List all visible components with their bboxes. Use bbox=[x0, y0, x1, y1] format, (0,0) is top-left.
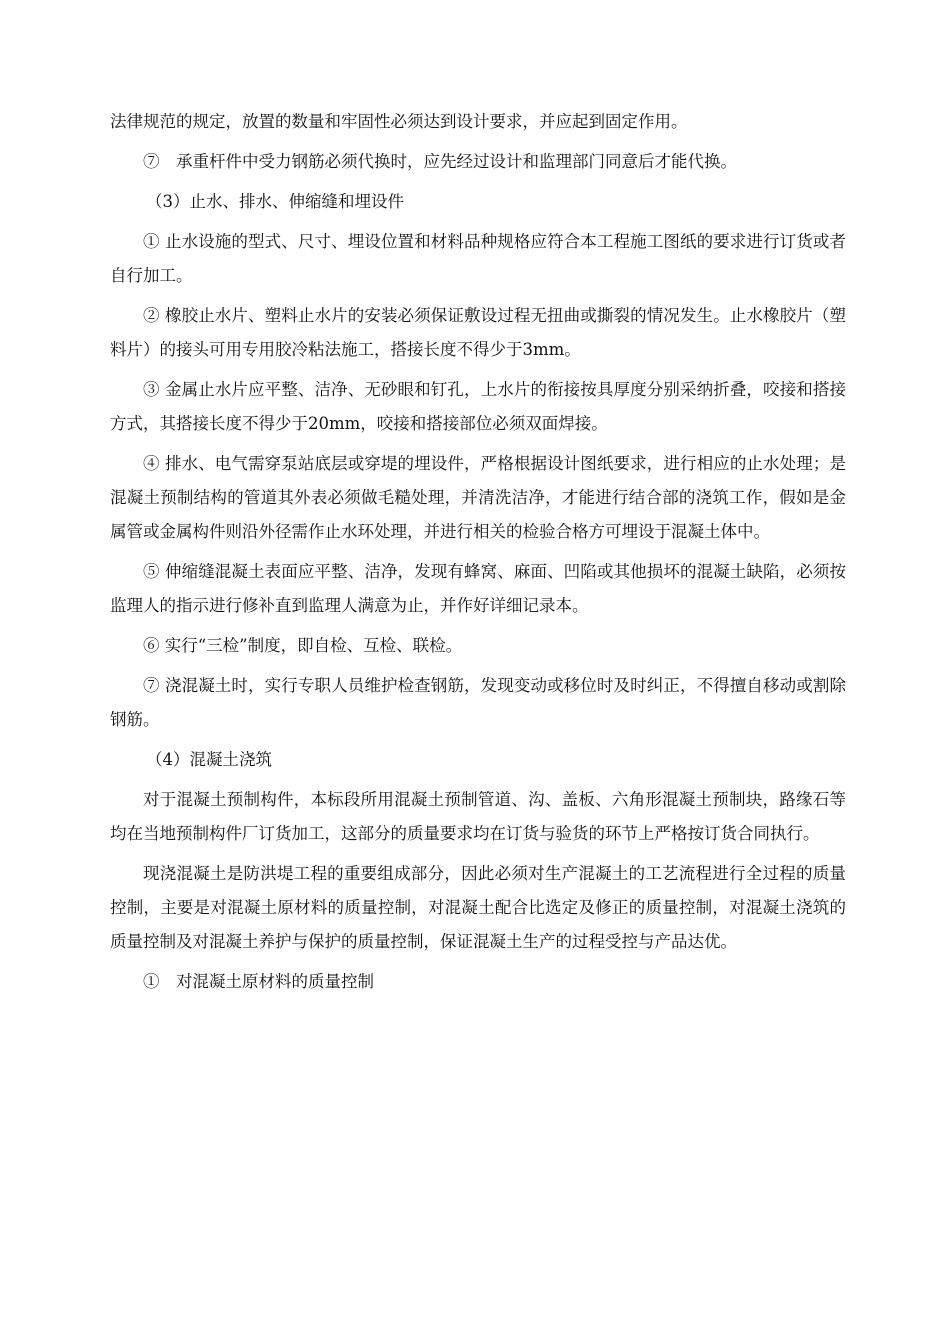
paragraph-item-7-substitution: ⑦ 承重杆件中受力钢筋必须代换时，应先经过设计和监理部门同意后才能代换。 bbox=[143, 152, 737, 171]
paragraph-item-2-rubber-waterstop: ② 橡胶止水片、塑料止水片的安装必须保证敷设过程无扭曲或撕裂的情况发生。止水橡胶片（塑料片）的接头可用专用胶冷粘法施工，搭接长度不得少于3mm。 bbox=[110, 306, 846, 359]
document-body bbox=[110, 105, 846, 1005]
paragraph-continuation: 法律规范的规定，放置的数量和牢固性必须达到设计要求，并应起到固定作用。 bbox=[110, 112, 688, 131]
paragraph-item-4-embedded-parts: ④ 排水、电气需穿泵站底层或穿堤的埋设件，严格根据设计图纸要求，进行相应的止水处理；是混凝土预制结构的管道其外表必须做毛糙处理，并清洗洁净，才能进行结合部的浇筑工作，假如是金属管或金属构件则沿外径需作止水环处理，并进行相关的检验合格方可埋设于混凝土体中。 bbox=[110, 454, 846, 541]
paragraph-item-1-waterstop-facility: ① 止水设施的型式、尺寸、埋设位置和材料品种规格应符合本工程施工图纸的要求进行订货或者自行加工。 bbox=[110, 232, 846, 285]
paragraph-precast-components: 对于混凝土预制构件，本标段所用混凝土预制管道、沟、盖板、六角形混凝土预制块，路缘石等均在当地预制构件厂订货加工，这部分的质量要求均在订货与验货的环节上严格按订货合同执行。 bbox=[110, 790, 846, 843]
paragraph-item-3-metal-waterstop: ③ 金属止水片应平整、洁净、无砂眼和钉孔，上水片的衔接按具厚度分别采纳折叠，咬接和搭接方式，其搭接长度不得少于20mm，咬接和搭接部位必须双面焊接。 bbox=[110, 380, 846, 433]
paragraph-item-7-rebar-protection: ⑦ 浇混凝土时，实行专职人员维护检查钢筋，发现变动或移位时及时纠正，不得擅自移动或割除钢筋。 bbox=[110, 676, 846, 729]
section-heading-waterstop: （3）止水、排水、伸缩缝和埋设件 bbox=[146, 192, 404, 211]
paragraph-item-5-expansion-joint: ⑤ 伸缩缝混凝土表面应平整、洁净，发现有蜂窝、麻面、凹陷或其他损坏的混凝土缺陷，必须按监理人的指示进行修补直到监理人满意为止，并作好详细记录本。 bbox=[110, 562, 846, 615]
paragraph-item-6-three-checks: ⑥ 实行“三检”制度，即自检、互检、联检。 bbox=[143, 636, 463, 655]
section-heading-concrete-pouring: （4）混凝土浇筑 bbox=[146, 750, 272, 769]
paragraph-cast-in-place: 现浇混凝土是防洪堤工程的重要组成部分，因此必须对生产混凝土的工艺流程进行全过程的质量控制，主要是对混凝土原材料的质量控制，对混凝土配合比选定及修正的质量控制，对混凝土浇筑的质量控制及对混凝土养护与保护的质量控制，保证混凝土生产的过程受控与产品达优。 bbox=[110, 864, 846, 951]
paragraph-item-1-raw-material: ① 对混凝土原材料的质量控制 bbox=[143, 972, 374, 991]
